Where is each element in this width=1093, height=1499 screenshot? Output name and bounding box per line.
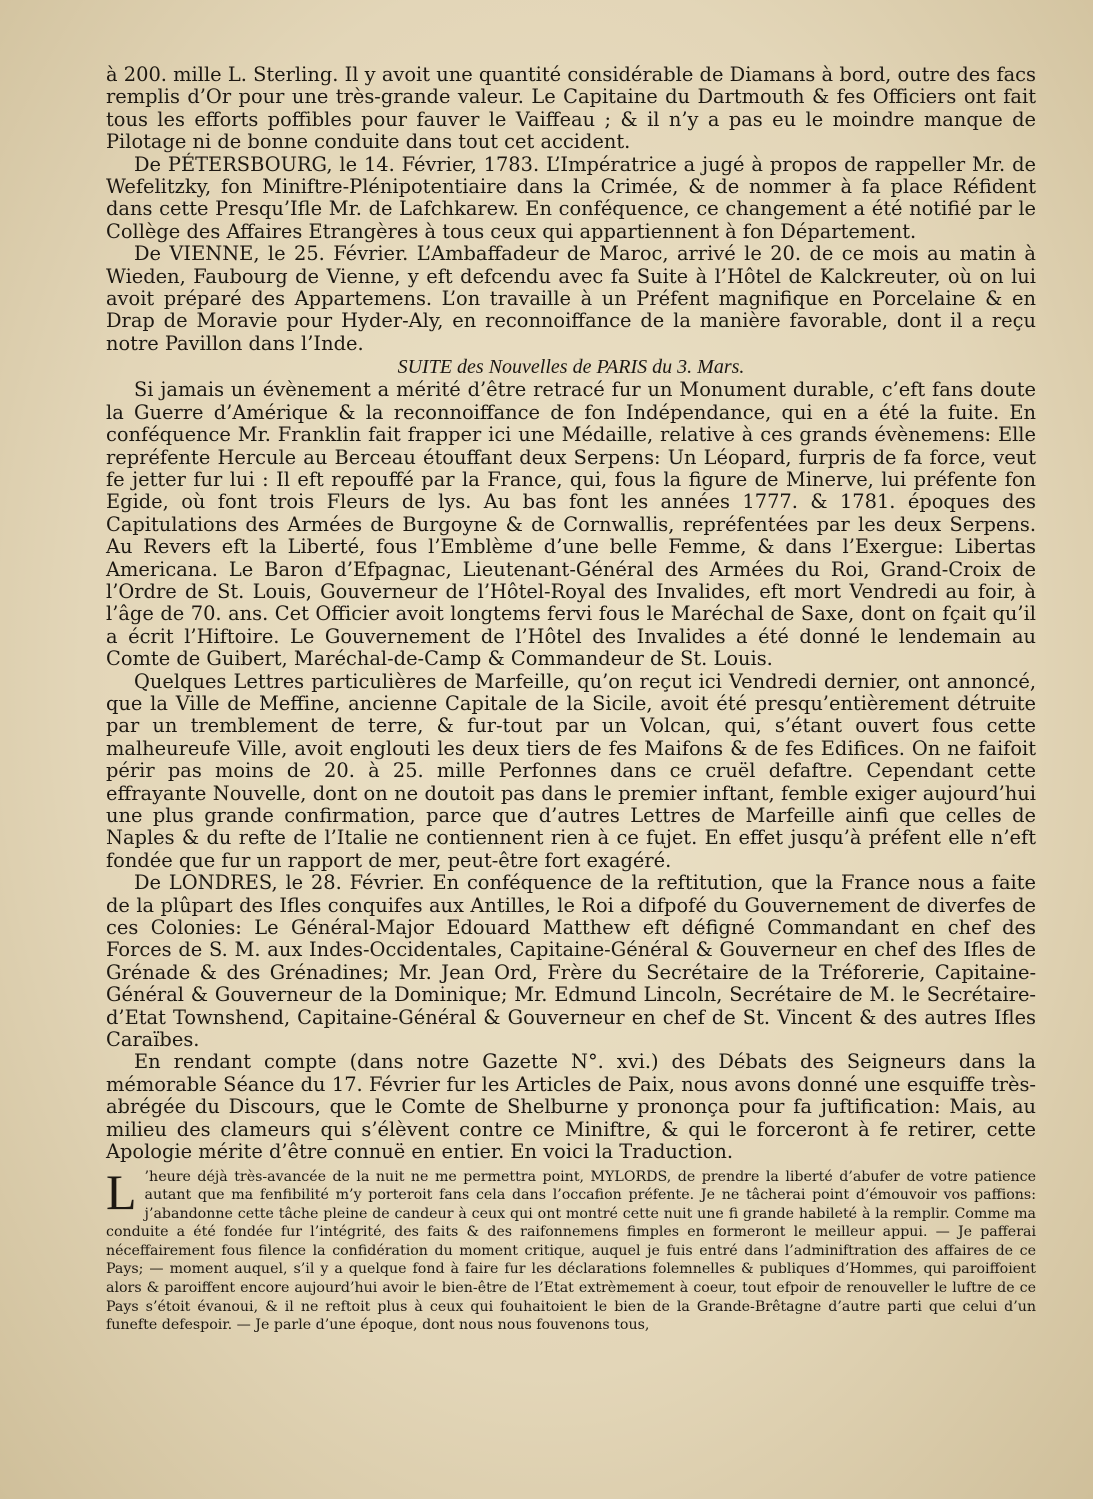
text-column xyxy=(106,64,1036,1335)
paragraph-shipwreck: à 200. mille L. Sterling. Il y avoit une quantité considérable de Diamans à bord, outre des facs remplis d’Or pour une très-grande valeur. Le Capitaine du Dartmouth & fes Officiers ont fait tous les efforts poffibles pour fauver le Vaiffeau ; & il n’y a pas eu le moindre manque de Pilotage ni de bonne conduite dans tout cet accident. xyxy=(106,63,1036,154)
speech-body: ’heure déjà très-avancée de la nuit ne me permettra point, MYLORDS, de prendre la liberté d’abufer de votre patience autant que ma fenfibilité m’y porteroit fans cela dans l’occafion préfente. Je ne tâcherai point d’émouvoir vos paffions: j’abandonne cette tâche pleine de candeur à ceux qui ont montré cette nuit une fi grande habileté à la remplir. Comme ma conduite a été fondée fur l’intégrité, des faits & des raifonnemens fimples en formeront le meilleur appui. — Je pafferai néceffairement fous filence la confidération du moment critique, auquel je fuis entré dans l’adminiftration des affaires de ce Pays; — moment auquel, s’il y a quelque fond à faire fur les déclarations folemnelles & publiques d’Hommes, qui paroiffoient alors & paroiffent encore aujourd’hui avoir le bien-être de l’Etat extrèmement à coeur, tout efpoir de renouveller le luftre de ce Pays s’étoit évanoui, & il ne reftoit plus à ceux qui fouhaitoient le bien de la Grande-Brêtagne d’autre parti que celui d’un funefte defespoir. — Je parle d’une époque, dont nous nous fouvenons tous, xyxy=(106,1168,1036,1334)
paragraph-vienne: De VIENNE, le 25. Février. L’Ambaffadeur de Maroc, arrivé le 20. de ce mois au matin à Wieden, Faubourg de Vienne, y eft defcendu avec fa Suite à l’Hôtel de Kalckreuter, où on lui avoit préparé des Appartemens. L’on travaille à un Préfent magnifique en Porcelaine & en Drap de Moravie pour Hyder-Aly, en reconnoiffance de la manière favorable, dont il a reçu notre Pavillon dans l’Inde. xyxy=(106,242,1036,355)
paragraph-medaille: Si jamais un évènement a mérité d’être retracé fur un Monument durable, c’eft fans doute la Guerre d’Amérique & la reconnoiffance de fon Indépendance, qui en a été la fuite. En conféquence Mr. Franklin fait frapper ici une Médaille, relative à ces grands évènemens: Elle repréfente Hercule au Berceau étouffant deux Serpens: Un Léopard, furpris de fa force, veut fe jetter fur lui : Il eft repouffé par la France, qui, fous la figure de Minerve, lui préfente fon Egide, où font trois Fleurs de lys. Au bas font les années 1777. & 1781. époques des Capitulations des Armées de Burgoyne & de Cornwallis, repréfentées par les deux Serpens. Au Revers eft la Liberté, fous l’Emblème d’une belle Femme, & dans l’Exergue: Libertas Americana. Le Baron d’Efpagnac, Lieutenant-Général des Armées du Roi, Grand-Croix de l’Ordre de St. Louis, Gouverneur de l’Hôtel-Royal des Invalides, eft mort Vendredi au foir, à l’âge de 70. ans. Cet Officier avoit longtems fervi fous le Maréchal de Saxe, dont on fçait qu’il a écrit l’Hiftoire. Le Gouvernement de l’Hôtel des Invalides a été donné le lendemain au Comte de Guibert, Maréchal-de-Camp & Commandeur de St. Louis. xyxy=(106,378,1036,671)
paragraph-debats: En rendant compte (dans notre Gazette N°. xvi.) des Débats des Seigneurs dans la mémorable Séance du 17. Février fur les Articles de Paix, nous avons donné une esquiffe très-abrégée du Discours, que le Comte de Shelburne y prononça pour fa juftification: Mais, au milieu des clameurs qui s’élèvent contre ce Miniftre, & qui le forceront à fe retirer, cette Apologie mérite d’être connuë en entier. En voici la Traduction. xyxy=(106,1050,1036,1164)
paragraph-messine: Quelques Lettres particulières de Marfeille, qu’on reçut ici Vendredi dernier, ont annoncé, que la Ville de Meffine, ancienne Capitale de la Sicile, avoit été presqu’entièrement détruite par un tremblement de terre, & fur-tout par un Volcan, qui, s’étant ouvert fous cette malheureufe Ville, avoit englouti les deux tiers de fes Maifons & de fes Edifices. On ne faifoit périr pas moins de 20. à 25. mille Perfonnes dans ce cruël defaftre. Cependant cette effrayante Nouvelle, dont on ne doutoit pas dans le premier inftant, femble exiger aujourd’hui une plus grande confirmation, parce que d’autres Lettres de Marfeille ainfi que celles de Naples & du refte de l’Italie ne contiennent rien à ce fujet. En effet jusqu’à préfent elle n’eft fondée que fur un rapport de mer, peut-être fort exagéré. xyxy=(106,669,1036,872)
drop-cap: L xyxy=(106,1163,137,1220)
paragraph-petersbourg: De PÉTERSBOURG, le 14. Février, 1783. L’Impératrice a jugé à propos de rappeller Mr. de Wefelitzky, fon Miniftre-Plénipotentiaire dans la Crimée, & de nommer à fa place Réfident dans cette Presqu’Ifle Mr. de Lafchkarew. En conféquence, ce changement a été notifié par le Collège des Affaires Etrangères à tous ceux qui appartiennent à fon Département. xyxy=(106,152,1036,243)
section-heading: SUITE des Nouvelles de PARIS du 3. Mars. xyxy=(397,356,745,379)
paragraph-londres: De LONDRES, le 28. Février. En conféquence de la reftitution, que la France nous a faite de la plûpart des Ifles conquifes aux Antilles, le Roi a difpofé du Gouvernement de diverfes de ces Colonies: Le Général-Major Edouard Matthew eft défigné Commandant en chef des Forces de S. M. aux Indes-Occidentales, Capitaine-Général & Gouverneur en chef des Ifles de Grénade & des Grénadines; Mr. Jean Ord, Frère du Secrétaire de la Tréforerie, Capitaine-Général & Gouverneur de la Dominique; Mr. Edmund Lincoln, Secrétaire de M. le Secrétaire-d’Etat Townshend, Capitaine-Général & Gouverneur en chef de St. Vincent & des autres Ifles Caraïbes. xyxy=(106,871,1036,1052)
speech-text xyxy=(106,1163,1036,1335)
